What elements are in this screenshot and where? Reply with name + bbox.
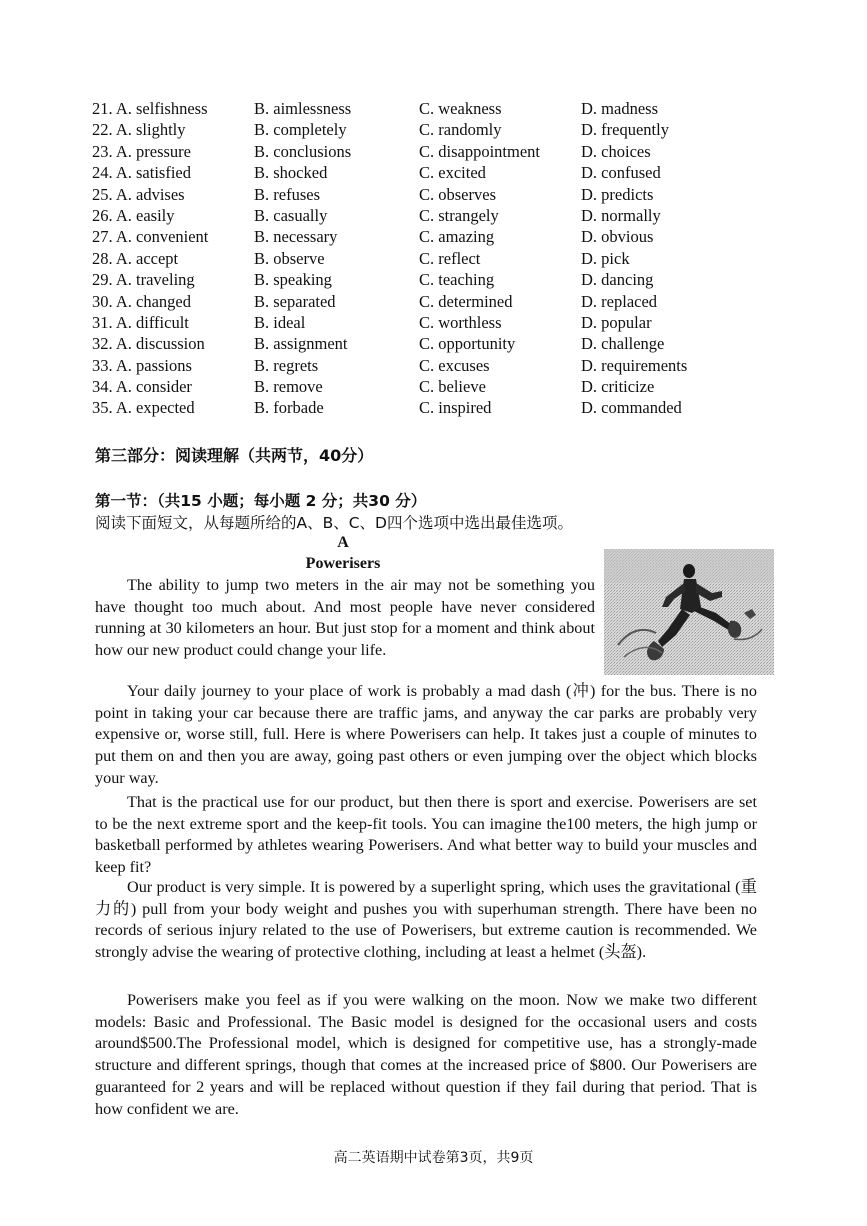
option-c: C. worthless [419, 312, 502, 332]
option-c: C. opportunity [419, 334, 516, 354]
passage-letter: A [337, 534, 349, 551]
answer-options [92, 98, 732, 419]
option-d: D. criticize [581, 377, 655, 397]
instruction-text: 阅读下面短文，从每题所给的A、B、C、D四个选项中选出最佳选项。 [95, 514, 573, 532]
option-d: D. replaced [581, 291, 658, 311]
question-row [92, 98, 732, 119]
option-b: B. ideal [254, 312, 306, 332]
option-d: D. pick [581, 248, 630, 268]
question-row [92, 162, 732, 183]
option-a: 26. A. easily [92, 205, 175, 225]
option-a: 32. A. discussion [92, 334, 205, 354]
passage-title: Powerisers [305, 555, 381, 572]
option-a: 27. A. convenient [92, 227, 209, 247]
passage-paragraph-1: The ability to jump two meters in the air may not be something you have thought too much about. And most people have never considered running at 30 kilometers an hour. But just stop for a moment and think about how our new product could change your life. [95, 576, 595, 660]
passage-paragraph-4: Our product is very simple. It is powered by a superlight spring, which uses the gravitational (重力的) pull from your body weight and pushes you with superhuman strength. There have been no records of serious injury related to the use of Powerisers, but extreme caution is recommended. We strongly advise the wearing of protective clothing, including at least a helmet (头盔). [95, 878, 757, 962]
option-d: D. frequently [581, 120, 669, 140]
option-a: 33. A. passions [92, 355, 192, 375]
option-b: B. separated [254, 291, 336, 311]
option-b: B. necessary [254, 227, 338, 247]
option-a: 31. A. difficult [92, 312, 189, 332]
option-a: 28. A. accept [92, 248, 179, 268]
option-d: D. confused [581, 163, 661, 183]
option-d: D. dancing [581, 270, 654, 290]
passage-paragraph-3: That is the practical use for our product, but then there is sport and exercise. Powerisers are set to be the next extreme sport and the keep-fit tools. You can imagine the100 meters, the high jump or basketball performed by athletes wearing Powerisers. And what better way to build your muscles and keep fit? [95, 793, 757, 877]
skater-photo [604, 549, 774, 675]
option-b: B. conclusions [254, 141, 352, 161]
option-b: B. observe [254, 248, 325, 268]
option-c: C. strangely [419, 205, 499, 225]
option-b: B. speaking [254, 270, 332, 290]
option-a: 23. A. pressure [92, 141, 191, 161]
passage-paragraph-5: Powerisers make you feel as if you were walking on the moon. Now we make two different models: Basic and Professional. The Basic model is designed for the occasional users and costs around$500.The Professional model, which is designed for competitive use, has a strongly-made structure and different springs, though that comes at the increased price of $800. Our Powerisers are guaranteed for 2 years and will be replaced without question if they fail during that period. That is how confident we are. [95, 991, 757, 1118]
passage-paragraph-2: Your daily journey to your place of work is probably a mad dash (冲) for the bus. There is no point in taking your car because there are traffic jams, and anyway the car parks are probably very expensive or, worse still, full. Here is where Powerisers can help. It takes just a couple of minutes to put them on and then you are away, going past others or even jumping over the object which blocks your way. [95, 682, 757, 787]
question-row [92, 291, 732, 312]
part-title: 第三部分：阅读理解（共两节，40分） [95, 446, 374, 465]
option-b: B. aimlessness [254, 99, 352, 118]
option-a: 24. A. satisfied [92, 163, 191, 183]
option-d: D. commanded [581, 398, 682, 418]
option-c: C. randomly [419, 120, 502, 140]
question-row [92, 376, 732, 397]
option-d: D. madness [581, 99, 658, 118]
question-row [92, 226, 732, 247]
option-b: B. refuses [254, 184, 320, 204]
page-footer: 高二英语期中试卷第3页，共9页 [333, 1150, 534, 1166]
option-c: C. weakness [419, 99, 502, 118]
option-a: 21. A. selfishness [92, 99, 208, 118]
option-c: C. amazing [419, 227, 495, 247]
option-d: D. obvious [581, 227, 654, 247]
section-title: 第一节：（共15 小题；每小题 2 分；共30 分） [95, 492, 427, 510]
option-c: C. inspired [419, 398, 492, 418]
option-d: D. predicts [581, 184, 654, 204]
option-d: D. requirements [581, 355, 688, 375]
question-row [92, 248, 732, 269]
option-b: B. completely [254, 120, 347, 140]
option-a: 30. A. changed [92, 291, 191, 311]
option-a: 25. A. advises [92, 184, 185, 204]
question-row [92, 355, 732, 376]
option-c: C. observes [419, 184, 496, 204]
option-b: B. casually [254, 205, 328, 225]
option-c: C. excuses [419, 355, 490, 375]
option-d: D. popular [581, 312, 652, 332]
question-row [92, 141, 732, 162]
option-b: B. forbade [254, 398, 324, 418]
option-b: B. remove [254, 377, 323, 397]
option-a: 35. A. expected [92, 398, 195, 418]
option-d: D. normally [581, 205, 661, 225]
option-d: D. challenge [581, 334, 665, 354]
question-row [92, 184, 732, 205]
option-b: B. assignment [254, 334, 348, 354]
option-c: C. determined [419, 291, 513, 311]
option-d: D. choices [581, 141, 651, 161]
option-c: C. excited [419, 163, 486, 183]
question-row [92, 269, 732, 290]
question-row [92, 333, 732, 354]
question-row [92, 397, 732, 418]
option-a: 22. A. slightly [92, 120, 186, 140]
option-b: B. regrets [254, 355, 319, 375]
question-row [92, 205, 732, 226]
option-b: B. shocked [254, 163, 328, 183]
question-row [92, 119, 732, 140]
option-c: C. reflect [419, 248, 481, 268]
option-a: 29. A. traveling [92, 270, 195, 290]
option-c: C. believe [419, 377, 486, 397]
question-row [92, 312, 732, 333]
option-a: 34. A. consider [92, 377, 192, 397]
option-c: C. teaching [419, 270, 495, 290]
option-c: C. disappointment [419, 141, 540, 161]
